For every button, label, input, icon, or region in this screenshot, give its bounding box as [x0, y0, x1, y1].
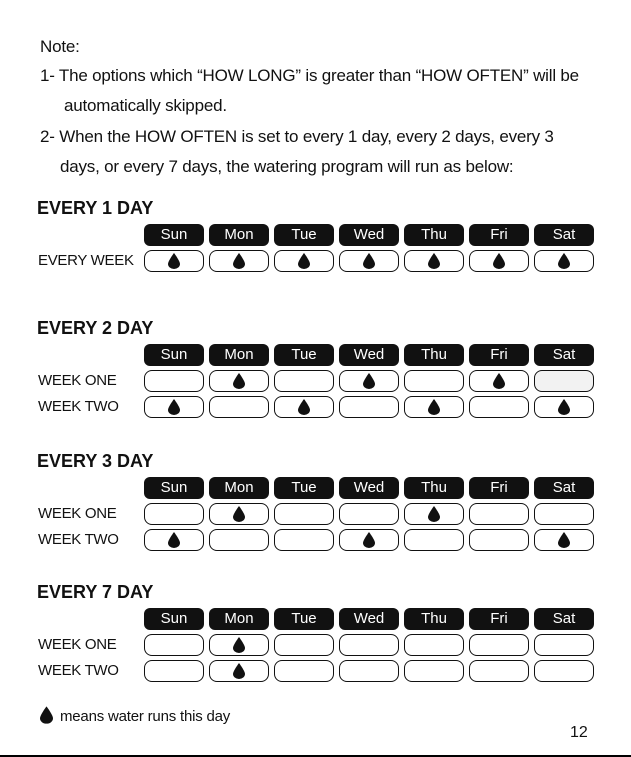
water-drop-icon	[168, 399, 180, 415]
day-cell	[404, 503, 464, 525]
day-cell	[274, 529, 334, 551]
water-drop-icon	[233, 253, 245, 269]
water-drop-icon	[493, 373, 505, 389]
day-cell	[209, 660, 269, 682]
day-cell	[144, 660, 204, 682]
day-header-fri: Fri	[469, 344, 529, 366]
water-drop-icon	[168, 253, 180, 269]
day-cell	[469, 634, 529, 656]
water-drop-icon	[363, 253, 375, 269]
day-cell	[144, 370, 204, 392]
day-cell	[209, 503, 269, 525]
day-header-mon: Mon	[209, 224, 269, 246]
day-cell	[339, 370, 399, 392]
note-item-1: 1- The options which “HOW LONG” is greater than “HOW OFTEN” will be	[40, 66, 579, 85]
day-cell	[274, 634, 334, 656]
day-header-thu: Thu	[404, 477, 464, 499]
day-cell	[339, 660, 399, 682]
day-cell	[339, 634, 399, 656]
day-header-sun: Sun	[144, 608, 204, 630]
page-number: 12	[570, 724, 588, 741]
day-cell	[404, 250, 464, 272]
day-cell	[209, 396, 269, 418]
day-cell	[274, 370, 334, 392]
water-drop-icon	[558, 399, 570, 415]
water-drop-icon	[298, 399, 310, 415]
water-drop-icon	[493, 253, 505, 269]
day-header-mon: Mon	[209, 608, 269, 630]
day-cell	[339, 250, 399, 272]
row-label: WEEK ONE	[38, 636, 117, 653]
water-drop-icon	[233, 506, 245, 522]
day-header-tue: Tue	[274, 477, 334, 499]
day-header-fri: Fri	[469, 477, 529, 499]
day-header-mon: Mon	[209, 477, 269, 499]
day-header-thu: Thu	[404, 344, 464, 366]
day-header-sat: Sat	[534, 477, 594, 499]
water-drop-icon	[428, 253, 440, 269]
legend-text: means water runs this day	[60, 708, 231, 725]
day-cell	[209, 250, 269, 272]
row-label: WEEK ONE	[38, 372, 117, 389]
day-cell	[534, 529, 594, 551]
note-item-2: 2- When the HOW OFTEN is set to every 1 day, every 2 days, every 3	[40, 127, 554, 146]
note-item-2-continuation: days, or every 7 days, the watering program will run as below:	[60, 157, 514, 176]
row-label: WEEK ONE	[38, 505, 117, 522]
day-cell	[209, 370, 269, 392]
water-drop-icon	[168, 532, 180, 548]
water-drop-icon	[428, 399, 440, 415]
day-header-tue: Tue	[274, 344, 334, 366]
section-title: EVERY 2 DAY	[37, 318, 154, 338]
day-cell	[404, 370, 464, 392]
day-header-sun: Sun	[144, 344, 204, 366]
day-cell	[469, 660, 529, 682]
water-drop-icon	[558, 253, 570, 269]
row-label: WEEK TWO	[38, 398, 119, 415]
day-cell	[274, 503, 334, 525]
day-cell	[209, 634, 269, 656]
row-label: WEEK TWO	[38, 662, 119, 679]
day-cell	[469, 396, 529, 418]
day-header-wed: Wed	[339, 344, 399, 366]
day-header-thu: Thu	[404, 608, 464, 630]
section-title: EVERY 7 DAY	[37, 582, 154, 602]
water-drop-icon	[298, 253, 310, 269]
day-header-tue: Tue	[274, 608, 334, 630]
day-cell	[274, 396, 334, 418]
day-header-fri: Fri	[469, 608, 529, 630]
day-cell	[534, 250, 594, 272]
water-drop-icon	[558, 532, 570, 548]
day-header-sun: Sun	[144, 477, 204, 499]
water-drop-icon	[233, 637, 245, 653]
day-cell	[404, 660, 464, 682]
day-cell	[469, 250, 529, 272]
day-cell	[469, 503, 529, 525]
section-title: EVERY 3 DAY	[37, 451, 154, 471]
day-cell	[144, 529, 204, 551]
day-cell	[209, 529, 269, 551]
day-cell	[469, 529, 529, 551]
note-heading: Note:	[40, 37, 80, 56]
water-drop-icon	[233, 663, 245, 679]
water-drop-icon	[363, 532, 375, 548]
water-drop-icon	[233, 373, 245, 389]
day-cell	[404, 396, 464, 418]
row-label: WEEK TWO	[38, 531, 119, 548]
day-cell	[144, 503, 204, 525]
day-header-sat: Sat	[534, 608, 594, 630]
day-cell	[144, 250, 204, 272]
water-drop-icon	[428, 506, 440, 522]
day-header-wed: Wed	[339, 608, 399, 630]
day-header-wed: Wed	[339, 224, 399, 246]
day-cell	[404, 634, 464, 656]
day-header-thu: Thu	[404, 224, 464, 246]
day-header-sun: Sun	[144, 224, 204, 246]
day-header-tue: Tue	[274, 224, 334, 246]
day-cell	[144, 396, 204, 418]
day-header-fri: Fri	[469, 224, 529, 246]
day-cell	[534, 396, 594, 418]
day-header-sat: Sat	[534, 344, 594, 366]
day-cell	[339, 396, 399, 418]
day-header-sat: Sat	[534, 224, 594, 246]
note-item-1-continuation: automatically skipped.	[64, 96, 227, 115]
day-header-wed: Wed	[339, 477, 399, 499]
day-cell	[274, 250, 334, 272]
day-cell	[339, 529, 399, 551]
day-cell	[404, 529, 464, 551]
day-cell	[534, 660, 594, 682]
day-cell	[534, 370, 594, 392]
day-cell	[534, 634, 594, 656]
day-cell	[274, 660, 334, 682]
water-drop-icon	[40, 706, 53, 724]
section-title: EVERY 1 DAY	[37, 198, 154, 218]
day-cell	[534, 503, 594, 525]
water-drop-icon	[363, 373, 375, 389]
day-cell	[144, 634, 204, 656]
day-cell	[469, 370, 529, 392]
day-header-mon: Mon	[209, 344, 269, 366]
row-label: EVERY WEEK	[38, 252, 134, 269]
day-cell	[339, 503, 399, 525]
